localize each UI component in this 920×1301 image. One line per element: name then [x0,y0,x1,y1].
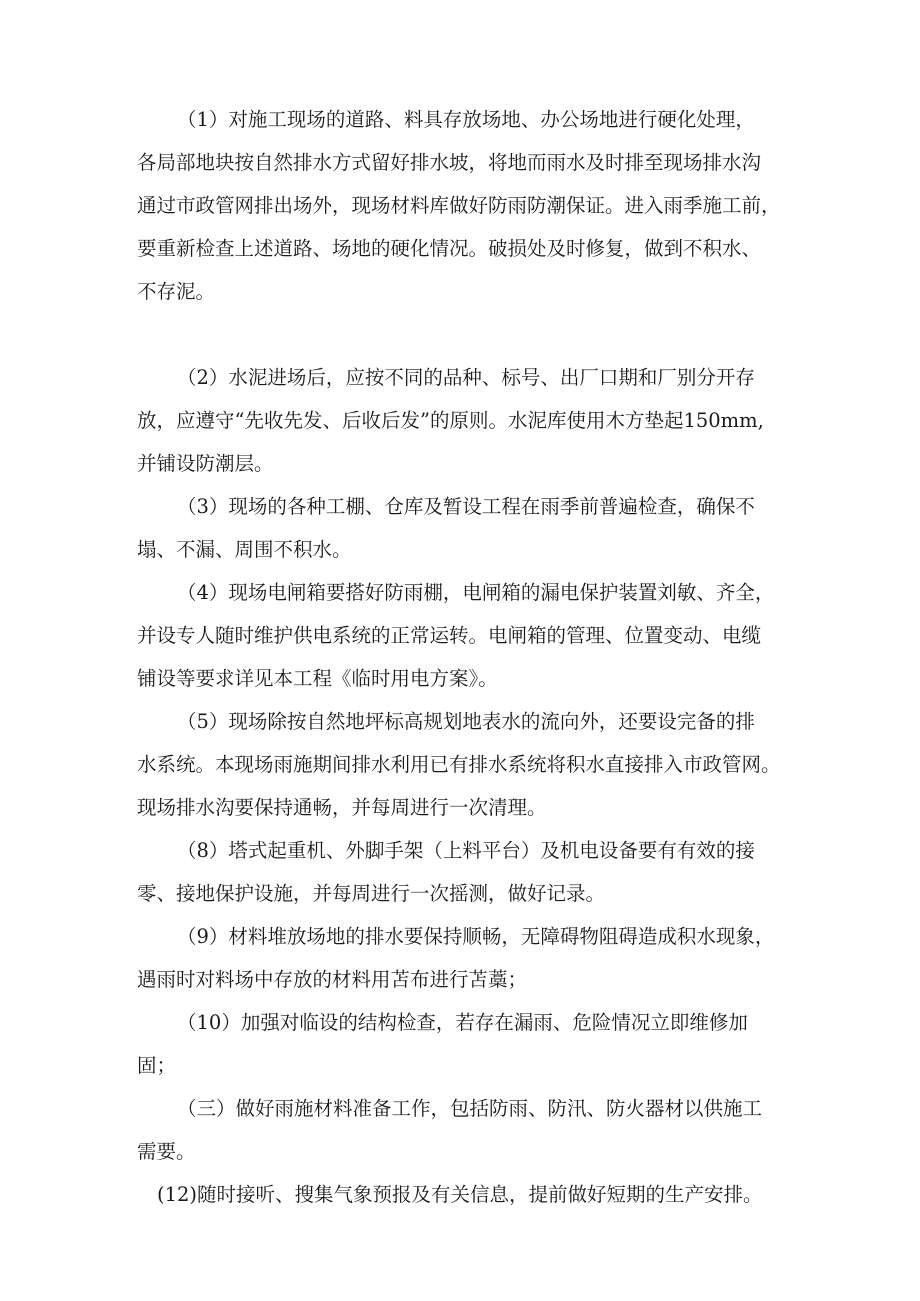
text-line: 不存泥。 [137,280,216,303]
text-line: （三）做好雨施材料准备工作，包括防雨、防汛、防火器材以供施工 [177,1097,763,1120]
text-line: （2）水泥进场后，应按不同的品种、标号、出厂口期和厂别分开存 [177,366,755,389]
text-line: （1）对施工现场的道路、料具存放场地、办公场地进行硬化处理， [177,108,755,131]
text-line: 并设专人随时维护供电系统的正常运转。电闸箱的管理、位置变动、电缆 [137,624,762,647]
text-line: 放，应遵守“先收先发、后收后发”的原则。水泥库使用木方垫起150mm, [137,409,764,432]
text-line: （8）塔式起重机、外脚手架（上料平台）及机电设备要有有效的接 [177,839,755,862]
text-line: 通过市政管网排出场外，现场材料库做好防雨防潮保证。进入雨季施工前， [137,194,781,217]
text-line: 需要。 [137,1140,196,1163]
text-line: 铺设等要求详见本工程《临时用电方案》。 [137,667,498,690]
text-line: （9）材料堆放场地的排水要保持顺畅，无障碍物阻碍造成积水现象， [177,925,775,948]
text-line: 并铺设防潮层。 [137,452,274,475]
text-line: 各局部地块按自然排水方式留好排水坡，将地而雨水及时排至现场排水沟 [137,151,762,174]
text-line: 现场排水沟要保持通畅，并每周进行一次清理。 [137,796,547,819]
text-line: 塌、不漏、周围不积水。 [137,538,352,561]
text-line: （10）加强对临设的结构检查，若存在漏雨、危险情况立即维修加 [177,1011,748,1034]
text-line: (12)随时接听、搜集气象预报及有关信息，提前做好短期的生产安排。 [157,1183,763,1206]
text-line: 固； [137,1054,177,1077]
text-line: 水系统。本现场雨施期间排水利用已有排水系统将积水直接排入市政管网。 [137,753,781,776]
text-line: （5）现场除按自然地坪标高规划地表水的流向外，还要设完备的排 [177,710,755,733]
text-line: 零、接地保护设施，并每周进行一次摇测，做好记录。 [137,882,606,905]
text-line: 遇雨时对料场中存放的材料用苫布进行苫藁； [137,968,528,991]
text-line: （4）现场电闸箱要搭好防雨棚，电闸箱的漏电保护装置刘敏、齐全， [177,581,775,604]
text-line: 要重新检查上述道路、场地的硬化情况。破损处及时修复，做到不积水、 [137,237,762,260]
text-line: （3）现场的各种工棚、仓库及暂设工程在雨季前普遍检查，确保不 [177,495,755,518]
